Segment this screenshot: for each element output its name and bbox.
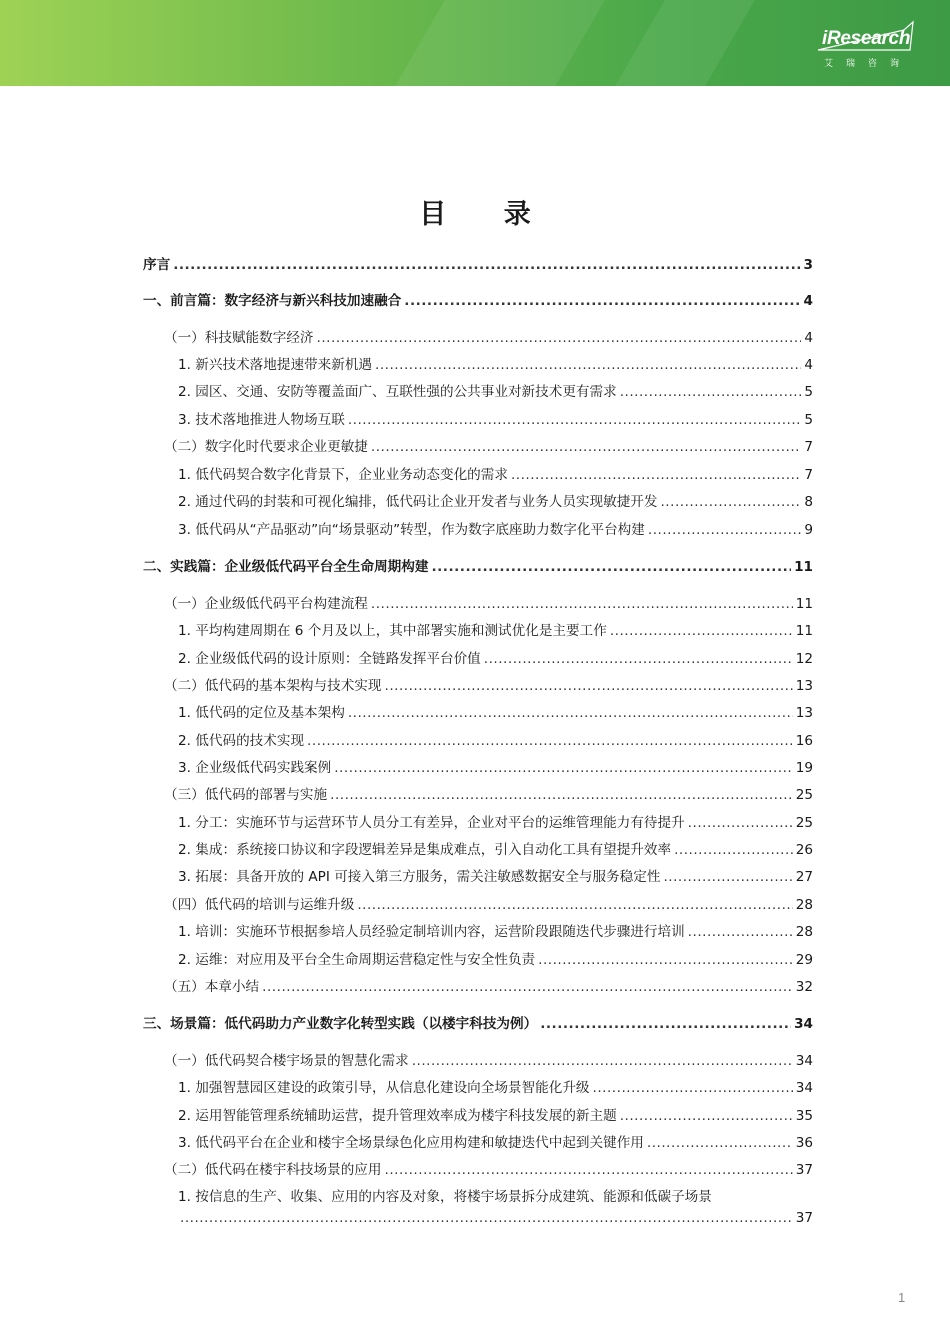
toc-section-entry[interactable]: [164, 894, 813, 914]
toc-entry-text: 3. 技术落地推进人物场互联: [178, 412, 345, 428]
toc-page-number: 11: [794, 559, 813, 575]
toc-entry-text: 三、场景篇：低代码助力产业数字化转型实践（以楼宇科技为例）: [143, 1016, 538, 1032]
toc-entry-text: 3. 拓展：具备开放的 API 可接入第三方服务，需关注敏感数据安全与服务稳定性: [178, 869, 661, 885]
toc-page-number: 16: [795, 733, 813, 749]
toc-page-number: 11: [795, 623, 813, 639]
toc-page-number: 5: [804, 384, 813, 400]
toc-leader-dots: [385, 1161, 793, 1179]
toc-subsection-entry[interactable]: [178, 381, 813, 401]
toc-chapter-entry[interactable]: [143, 254, 813, 274]
toc-subsection-entry[interactable]: [178, 1105, 813, 1125]
toc-page-number: 13: [795, 705, 813, 721]
toc-page-number: 11: [795, 596, 813, 612]
toc-page-number: 7: [804, 467, 813, 483]
toc-leader-dots: [538, 951, 793, 969]
toc-page-number: 29: [795, 952, 813, 968]
toc-entry-text: 1. 培训：实施环节根据参培人员经验定制培训内容，运营阶段跟随迭代步骤进行培训: [178, 924, 685, 940]
toc-wrapped-second-line[interactable]: [180, 1207, 813, 1227]
toc-page-number: 36: [795, 1135, 813, 1151]
toc-entry-text: 2. 集成：系统接口协议和字段逻辑差异是集成难点，引入自动化工具有望提升效率: [178, 842, 672, 858]
toc-leader-dots: [348, 411, 802, 429]
page-number: 1: [898, 1290, 906, 1305]
toc-leader-dots: [404, 292, 800, 310]
toc-chapter-entry[interactable]: [143, 556, 813, 576]
toc-subsection-entry[interactable]: [178, 620, 813, 640]
page-title: 目 录: [419, 199, 555, 230]
iresearch-logo: [816, 22, 916, 70]
toc-entry-text: 2. 园区、交通、安防等覆盖面广、互联性强的公共事业对新技术更有需求: [178, 384, 617, 400]
toc-page-number: 4: [803, 293, 813, 309]
toc-page-number: 27: [795, 869, 813, 885]
toc-entry-text: （二）数字化时代要求企业更敏捷: [164, 439, 368, 455]
toc-entry-text: 1. 平均构建周期在 6 个月及以上，其中部署实施和测试优化是主要工作: [178, 623, 607, 639]
toc-subsection-entry[interactable]: [178, 464, 813, 484]
toc-page-number: 35: [795, 1108, 813, 1124]
toc-entry-text: 3. 低代码从“产品驱动”向“场景驱动”转型，作为数字底座助力数字化平台构建: [178, 522, 645, 538]
toc-subsection-entry[interactable]: [178, 757, 813, 777]
toc-page-number: 7: [804, 439, 813, 455]
toc-leader-dots: [357, 896, 792, 914]
toc-subsection-entry[interactable]: [178, 1077, 813, 1097]
toc-subsection-entry[interactable]: [178, 812, 813, 832]
toc-leader-dots: [262, 978, 793, 996]
toc-leader-dots: [412, 1052, 793, 1070]
toc-section-entry[interactable]: [164, 436, 813, 456]
toc-subsection-entry[interactable]: [178, 949, 813, 969]
toc-leader-dots: [688, 814, 793, 832]
toc-entry-text: （二）低代码在楼宇科技场景的应用: [164, 1162, 382, 1178]
toc-leader-dots: [348, 704, 793, 722]
toc-leader-dots: [610, 622, 793, 640]
toc-leader-dots: [620, 1107, 793, 1125]
toc-entry-text: 一、前言篇：数字经济与新兴科技加速融合: [143, 293, 402, 309]
toc-subsection-entry[interactable]: [178, 730, 813, 750]
toc-entry-text: （二）低代码的基本架构与技术实现: [164, 678, 382, 694]
toc-page-number: 4: [804, 330, 813, 346]
toc-page-number: 13: [795, 678, 813, 694]
toc-entry-text: （一）低代码契合楼宇场景的智慧化需求: [164, 1053, 409, 1069]
toc-subsection-entry[interactable]: [178, 519, 813, 539]
toc-section-entry[interactable]: [164, 675, 813, 695]
toc-entry-text: （五）本章小结: [164, 979, 260, 995]
toc-entry-text: 1. 低代码的定位及基本架构: [178, 705, 345, 721]
toc-leader-dots: [540, 1015, 791, 1033]
toc-entry-text: 1. 低代码契合数字化背景下，企业业务动态变化的需求: [178, 467, 508, 483]
toc-subsection-entry[interactable]: [178, 702, 813, 722]
toc-subsection-entry[interactable]: [178, 409, 813, 429]
toc-section-entry[interactable]: [164, 976, 813, 996]
toc-page-number: 26: [795, 842, 813, 858]
toc-entry-text: 1. 加强智慧园区建设的政策引导，从信息化建设向全场景智能化升级: [178, 1080, 590, 1096]
toc-page-number: 9: [804, 522, 813, 538]
toc-leader-dots: [593, 1079, 793, 1097]
toc-entry-text: （三）低代码的部署与实施: [164, 787, 328, 803]
toc-entry-text: 2. 低代码的技术实现: [178, 733, 305, 749]
toc-entry-text: 3. 低代码平台在企业和楼宇全场景绿色化应用构建和敏捷迭代中起到关键作用: [178, 1135, 644, 1151]
toc-leader-dots: [375, 356, 801, 374]
toc-entry-text: 2. 运维：对应用及平台全生命周期运营稳定性与安全性负责: [178, 952, 536, 968]
toc-page-number: 4: [804, 357, 813, 373]
toc-subsection-entry[interactable]: [178, 1132, 813, 1152]
toc-subsection-entry[interactable]: [178, 921, 813, 941]
toc-leader-dots: [674, 841, 793, 859]
toc-chapter-entry[interactable]: [143, 290, 813, 310]
toc-leader-dots: [307, 732, 793, 750]
toc-subsection-entry[interactable]: [178, 648, 813, 668]
toc-entry-text: 2. 运用智能管理系统辅助运营，提升管理效率成为楼宇科技发展的新主题: [178, 1108, 617, 1124]
toc-page-number: 37: [795, 1162, 813, 1178]
toc-entry-text: （一）企业级低代码平台构建流程: [164, 596, 368, 612]
toc-leader-dots: [371, 595, 793, 613]
toc-entry-text: 二、实践篇：企业级低代码平台全生命周期构建: [143, 559, 429, 575]
toc-leader-dots: [431, 558, 791, 576]
toc-section-entry[interactable]: [164, 784, 813, 804]
toc-page-number: 8: [804, 494, 813, 510]
toc-leader-dots: [180, 1209, 793, 1227]
toc-page-number: 28: [795, 897, 813, 913]
toc-section-entry[interactable]: [164, 327, 813, 347]
toc-page-number: 34: [795, 1080, 813, 1096]
toc-entry-text: 2. 通过代码的封装和可视化编排，低代码让企业开发者与业务人员实现敏捷开发: [178, 494, 658, 510]
toc-leader-dots: [620, 383, 802, 401]
toc-page-number: 3: [803, 257, 813, 273]
toc-page-number: 32: [795, 979, 813, 995]
toc-entry-text: 2. 企业级低代码的设计原则：全链路发挥平台价值: [178, 651, 481, 667]
toc-page-number: 25: [795, 787, 813, 803]
toc-entry-text: （四）低代码的培训与运维升级: [164, 897, 355, 913]
toc-leader-dots: [334, 759, 792, 777]
toc-wrapped-first-line: 1. 按信息的生产、收集、应用的内容及对象，将楼宇场景拆分成建筑、能源和低碳子场景: [178, 1189, 712, 1205]
toc-section-entry[interactable]: [164, 1050, 813, 1070]
toc-leader-dots: [688, 923, 793, 941]
toc-entry-text: 3. 企业级低代码实践案例: [178, 760, 332, 776]
toc-entry-text: 1. 分工：实施环节与运营环节人员分工有差异，企业对平台的运维管理能力有待提升: [178, 815, 685, 831]
toc-subsection-entry[interactable]: [178, 491, 813, 511]
toc-leader-dots: [648, 521, 801, 539]
toc-leader-dots: [330, 786, 793, 804]
toc-page-number: 12: [795, 651, 813, 667]
toc-leader-dots: [647, 1134, 793, 1152]
toc-leader-dots: [660, 493, 801, 511]
toc-leader-dots: [484, 650, 793, 668]
toc-leader-dots: [173, 256, 800, 274]
logo-text: iResearch: [822, 28, 911, 49]
toc-subsection-entry[interactable]: [178, 839, 813, 859]
toc-leader-dots: [385, 677, 793, 695]
toc-page-number: 19: [795, 760, 813, 776]
toc-leader-dots: [511, 466, 801, 484]
toc-entry-text: 序言: [143, 257, 171, 273]
toc-leader-dots: [317, 329, 802, 347]
toc-page-number: 37: [795, 1210, 813, 1226]
toc-page-number: 28: [795, 924, 813, 940]
toc-subsection-entry[interactable]: [178, 354, 813, 374]
toc-section-entry[interactable]: [164, 1159, 813, 1179]
logo-cn-text: 艾瑞咨询: [824, 59, 913, 69]
toc-page-number: 25: [795, 815, 813, 831]
toc-page-number: 5: [804, 412, 813, 428]
toc-entry-text: 1. 新兴技术落地提速带来新机遇: [178, 357, 373, 373]
toc-page-number: 34: [795, 1053, 813, 1069]
toc-leader-dots: [663, 868, 792, 886]
toc-entry-text: （一）科技赋能数字经济: [164, 330, 314, 346]
toc-chapter-entry[interactable]: [143, 1013, 813, 1033]
toc-page-number: 34: [794, 1016, 813, 1032]
header-banner: [0, 0, 950, 86]
toc-section-entry[interactable]: [164, 593, 813, 613]
toc-subsection-entry[interactable]: [178, 866, 813, 886]
toc-leader-dots: [371, 438, 801, 456]
